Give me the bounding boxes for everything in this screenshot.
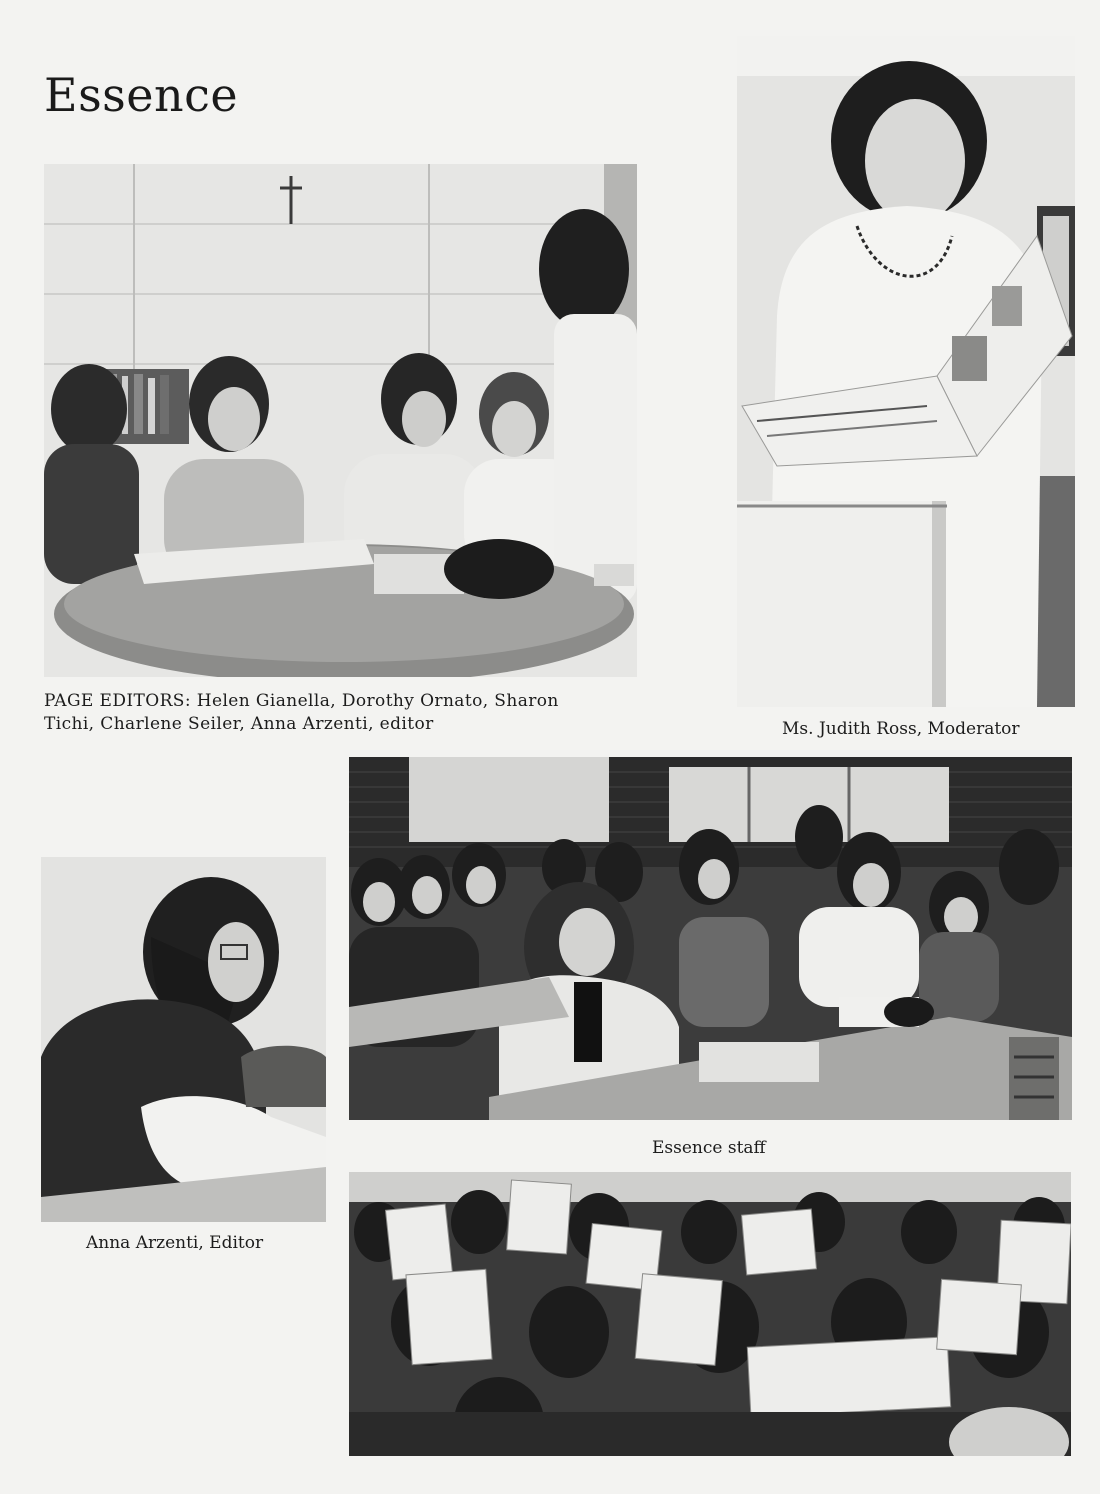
page-editors-photo-graphic [44, 164, 637, 677]
readers-photo-graphic [349, 1172, 1071, 1456]
essence-staff-photo-graphic [349, 757, 1072, 1120]
page-editors-caption [44, 690, 644, 736]
editor-photo-graphic [41, 857, 326, 1222]
essence-staff-caption: Essence staff [652, 1138, 766, 1158]
readers-photo [349, 1172, 1071, 1456]
page-editors-caption-line-2: Tichi, Charlene Seiler, Anna Arzenti, editor [44, 714, 434, 734]
moderator-photo-graphic [737, 36, 1075, 707]
page-title: Essence [44, 68, 239, 122]
page-editors-caption-line-1: PAGE EDITORS: Helen Gianella, Dorothy Ornato, Sharon [44, 691, 559, 711]
page-editors-photo [44, 164, 637, 677]
essence-staff-photo [349, 757, 1072, 1120]
moderator-photo [737, 36, 1075, 707]
editor-photo [41, 857, 326, 1222]
editor-caption: Anna Arzenti, Editor [86, 1233, 264, 1253]
moderator-caption: Ms. Judith Ross, Moderator [782, 719, 1020, 739]
